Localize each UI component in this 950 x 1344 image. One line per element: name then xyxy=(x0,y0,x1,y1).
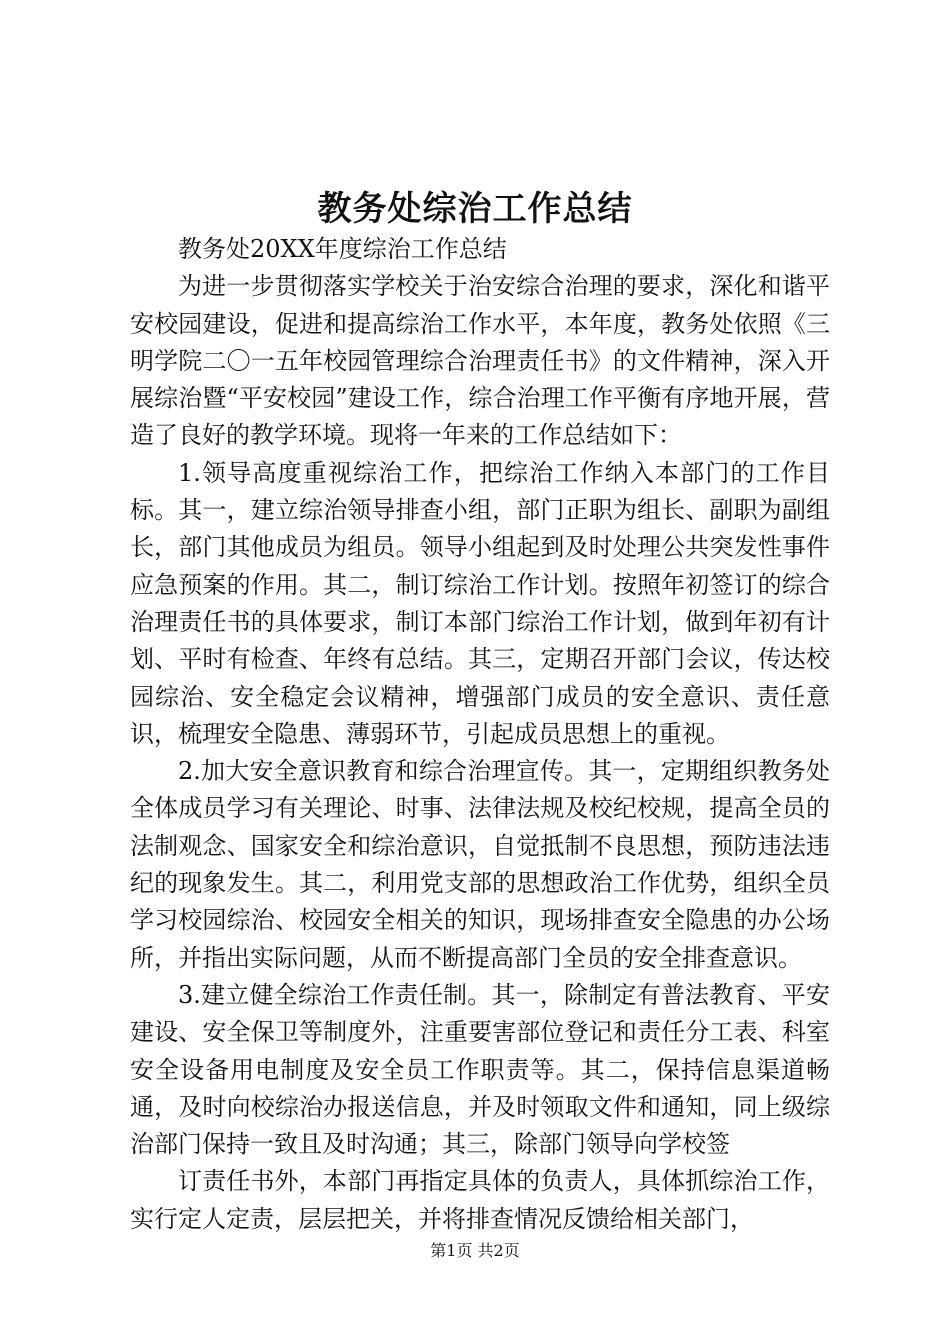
paragraph-continuation: 订责任书外，本部门再指定具体的负责人，具体抓综治工作，实行定人定责，层层把关，并将排查情况反馈给相关部门， xyxy=(130,1167,830,1233)
paragraph-section-1: 1.领导高度重视综治工作，把综治工作纳入本部门的工作目标。其一，建立综治领导排查小组，部门正职为组长、副职为副组长，部门其他成员为组员。领导小组起到及时处理公共突发性事件应急预案的作用。其二，制订综治工作计划。按照年初签订的综合治理责任书的具体要求，制订本部门综治工作计划，做到年初有计划、平时有检查、年终有总结。其三，定期召开部门会议，传达校园综治、安全稳定会议精神，增强部门成员的安全意识、责任意识，梳理安全隐患、薄弱环节，引起成员思想上的重视。 xyxy=(130,458,830,748)
paragraph-section-2: 2.加大安全意识教育和综合治理宣传。其一，定期组织教务处全体成员学习有关理论、时事、法律法规及校纪校规，提高全员的法制观念、国家安全和综治意识，自觉抵制不良思想，预防违法违纪的现象发生。其二，利用党支部的思想政治工作优势，组织全员学习校园综治、校园安全相关的知识，现场排查安全隐患的办公场所，并指出实际问题，从而不断提高部门全员的安全排查意识。 xyxy=(130,757,830,972)
paragraph-intro: 为进一步贯彻落实学校关于治安综合治理的要求，深化和谐平安校园建设，促进和提高综治工作水平，本年度，教务处依照《三明学院二〇一五年校园管理综合治理责任书》的文件精神，深入开展综治暨“平安校园”建设工作，综合治理工作平衡有序地开展，营造了良好的教学环境。现将一年来的工作总结如下： xyxy=(130,272,830,450)
page-footer: 第1页 共2页 xyxy=(430,1241,520,1260)
document-title: 教务处综治工作总结 xyxy=(317,189,633,229)
paragraph-section-3: 3.建立健全综治工作责任制。其一，除制定有普法教育、平安建设、安全保卫等制度外，注重要害部位登记和责任分工表、科室安全设备用电制度及安全员工作职责等。其二，保持信息渠道畅通，及时向校综治办报送信息，并及时领取文件和通知，同上级综治部门保持一致且及时沟通；其三，除部门领导向学校签 xyxy=(130,980,830,1159)
document-body xyxy=(130,231,830,1238)
paragraph-subtitle: 教务处20XX年度综治工作总结 xyxy=(178,235,507,263)
